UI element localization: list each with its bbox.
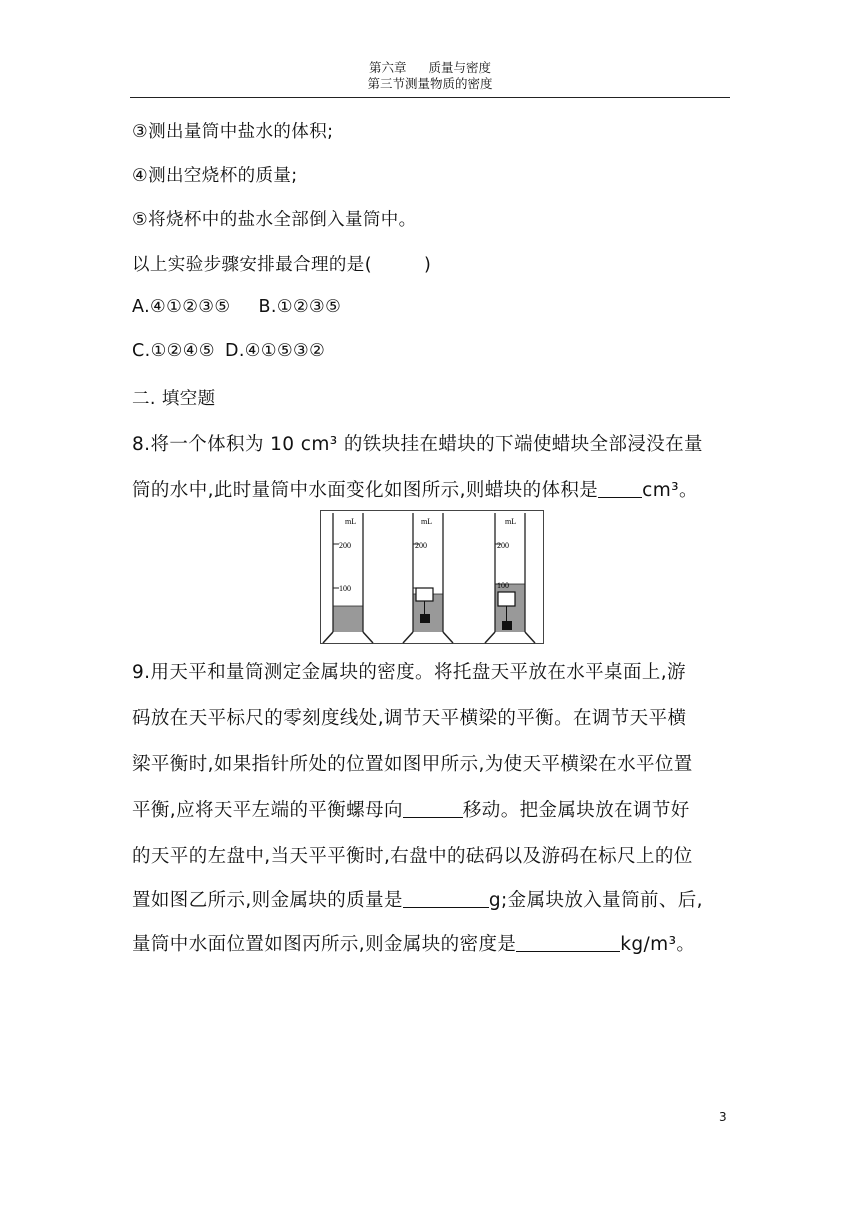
cylinder-2-unit: mL: [421, 517, 433, 526]
cylinder-3-unit: mL: [505, 517, 517, 526]
option-d: D.④①⑤③②: [224, 341, 326, 361]
page-header: [130, 60, 730, 92]
q9-direction-blank[interactable]: [403, 799, 463, 818]
q9-line-2: 码放在天平标尺的零刻度线处,调节天平横梁的平衡。在调节天平横: [132, 708, 687, 729]
cylinder-3-iron-block: [502, 621, 512, 630]
chapter-line: [130, 60, 730, 76]
q7-close-paren: ): [423, 255, 432, 275]
header-rule: [130, 97, 730, 98]
cylinder-1-tick-100: 100: [339, 584, 351, 593]
cylinder-2-tick-200: 200: [415, 541, 427, 550]
q9-line-5: 的天平的左盘中,当天平平衡时,右盘中的砝码以及游码在标尺上的位: [132, 846, 693, 867]
cylinder-1-tick-200: 200: [339, 541, 351, 550]
q9-line-3: 梁平衡时,如果指针所处的位置如图甲所示,为使天平横梁在水平位置: [132, 754, 693, 775]
q8-text: 筒的水中,此时量筒中水面变化如图所示,则蜡块的体积是: [132, 480, 599, 501]
q9-line-4-rest: 移动。把金属块放在调节好: [462, 800, 690, 821]
q8-line-1: 8.将一个体积为 10 cm³ 的铁块挂在蜡块的下端使蜡块全部浸没在量: [132, 434, 703, 455]
cylinder-1-unit: mL: [345, 517, 357, 526]
section-title: 二. 填空题: [132, 389, 216, 409]
q9-line-1: 9.用天平和量筒测定金属块的密度。将托盘天平放在水平桌面上,游: [132, 662, 686, 683]
q9-line-7-unit: kg/m³。: [620, 934, 696, 955]
q9-line-4-text: 平衡,应将天平左端的平衡螺母向: [132, 800, 403, 821]
chapter-label: 第六章: [368, 60, 407, 75]
cylinder-3-tick-100: 100: [497, 581, 509, 590]
cylinder-2-wax-block: [416, 588, 433, 601]
cylinder-2: [403, 513, 453, 643]
step-3: ③测出量筒中盐水的体积;: [132, 122, 334, 142]
cylinder-3: [485, 513, 535, 643]
cylinders-figure: [320, 510, 544, 644]
cylinder-1: [323, 513, 373, 643]
q7-options-ab: [132, 297, 341, 317]
q9-line-6-text: 置如图乙所示,则金属块的质量是: [132, 890, 403, 911]
page-number: 3: [719, 1110, 727, 1124]
q9-line-7: [132, 930, 695, 956]
option-c: C.①②④⑤: [132, 341, 215, 361]
section-label: 第三节: [367, 76, 405, 91]
q8-unit: cm³。: [642, 480, 698, 501]
cylinder-1-water: [333, 606, 363, 632]
q9-line-6: [132, 886, 703, 912]
chapter-title: 质量与密度: [428, 60, 492, 75]
q9-mass-blank[interactable]: [403, 889, 489, 908]
q7-stem-text: 以上实验步骤安排最合理的是(: [132, 255, 372, 275]
q9-line-6-rest: g;金属块放入量筒前、后,: [488, 890, 703, 911]
q7-options-cd: [132, 341, 325, 361]
section-title: 测量物质的密度: [405, 76, 493, 91]
q7-stem: [132, 251, 431, 276]
q8-answer-blank[interactable]: [598, 479, 642, 498]
step-4: ④测出空烧杯的质量;: [132, 166, 298, 186]
q9-density-blank[interactable]: [516, 933, 620, 952]
section-line: [130, 76, 730, 92]
cylinder-3-wax-block: [498, 592, 515, 606]
q9-line-7-text: 量筒中水面位置如图丙所示,则金属块的密度是: [132, 934, 517, 955]
step-5: ⑤将烧杯中的盐水全部倒入量筒中。: [132, 210, 417, 230]
option-a: A.④①②③⑤: [132, 297, 231, 317]
cylinder-3-tick-200: 200: [497, 541, 509, 550]
q9-line-4: [132, 796, 690, 822]
q8-line-2: [132, 476, 698, 502]
cylinder-2-iron-block: [420, 614, 430, 623]
option-b: B.①②③⑤: [258, 297, 342, 317]
